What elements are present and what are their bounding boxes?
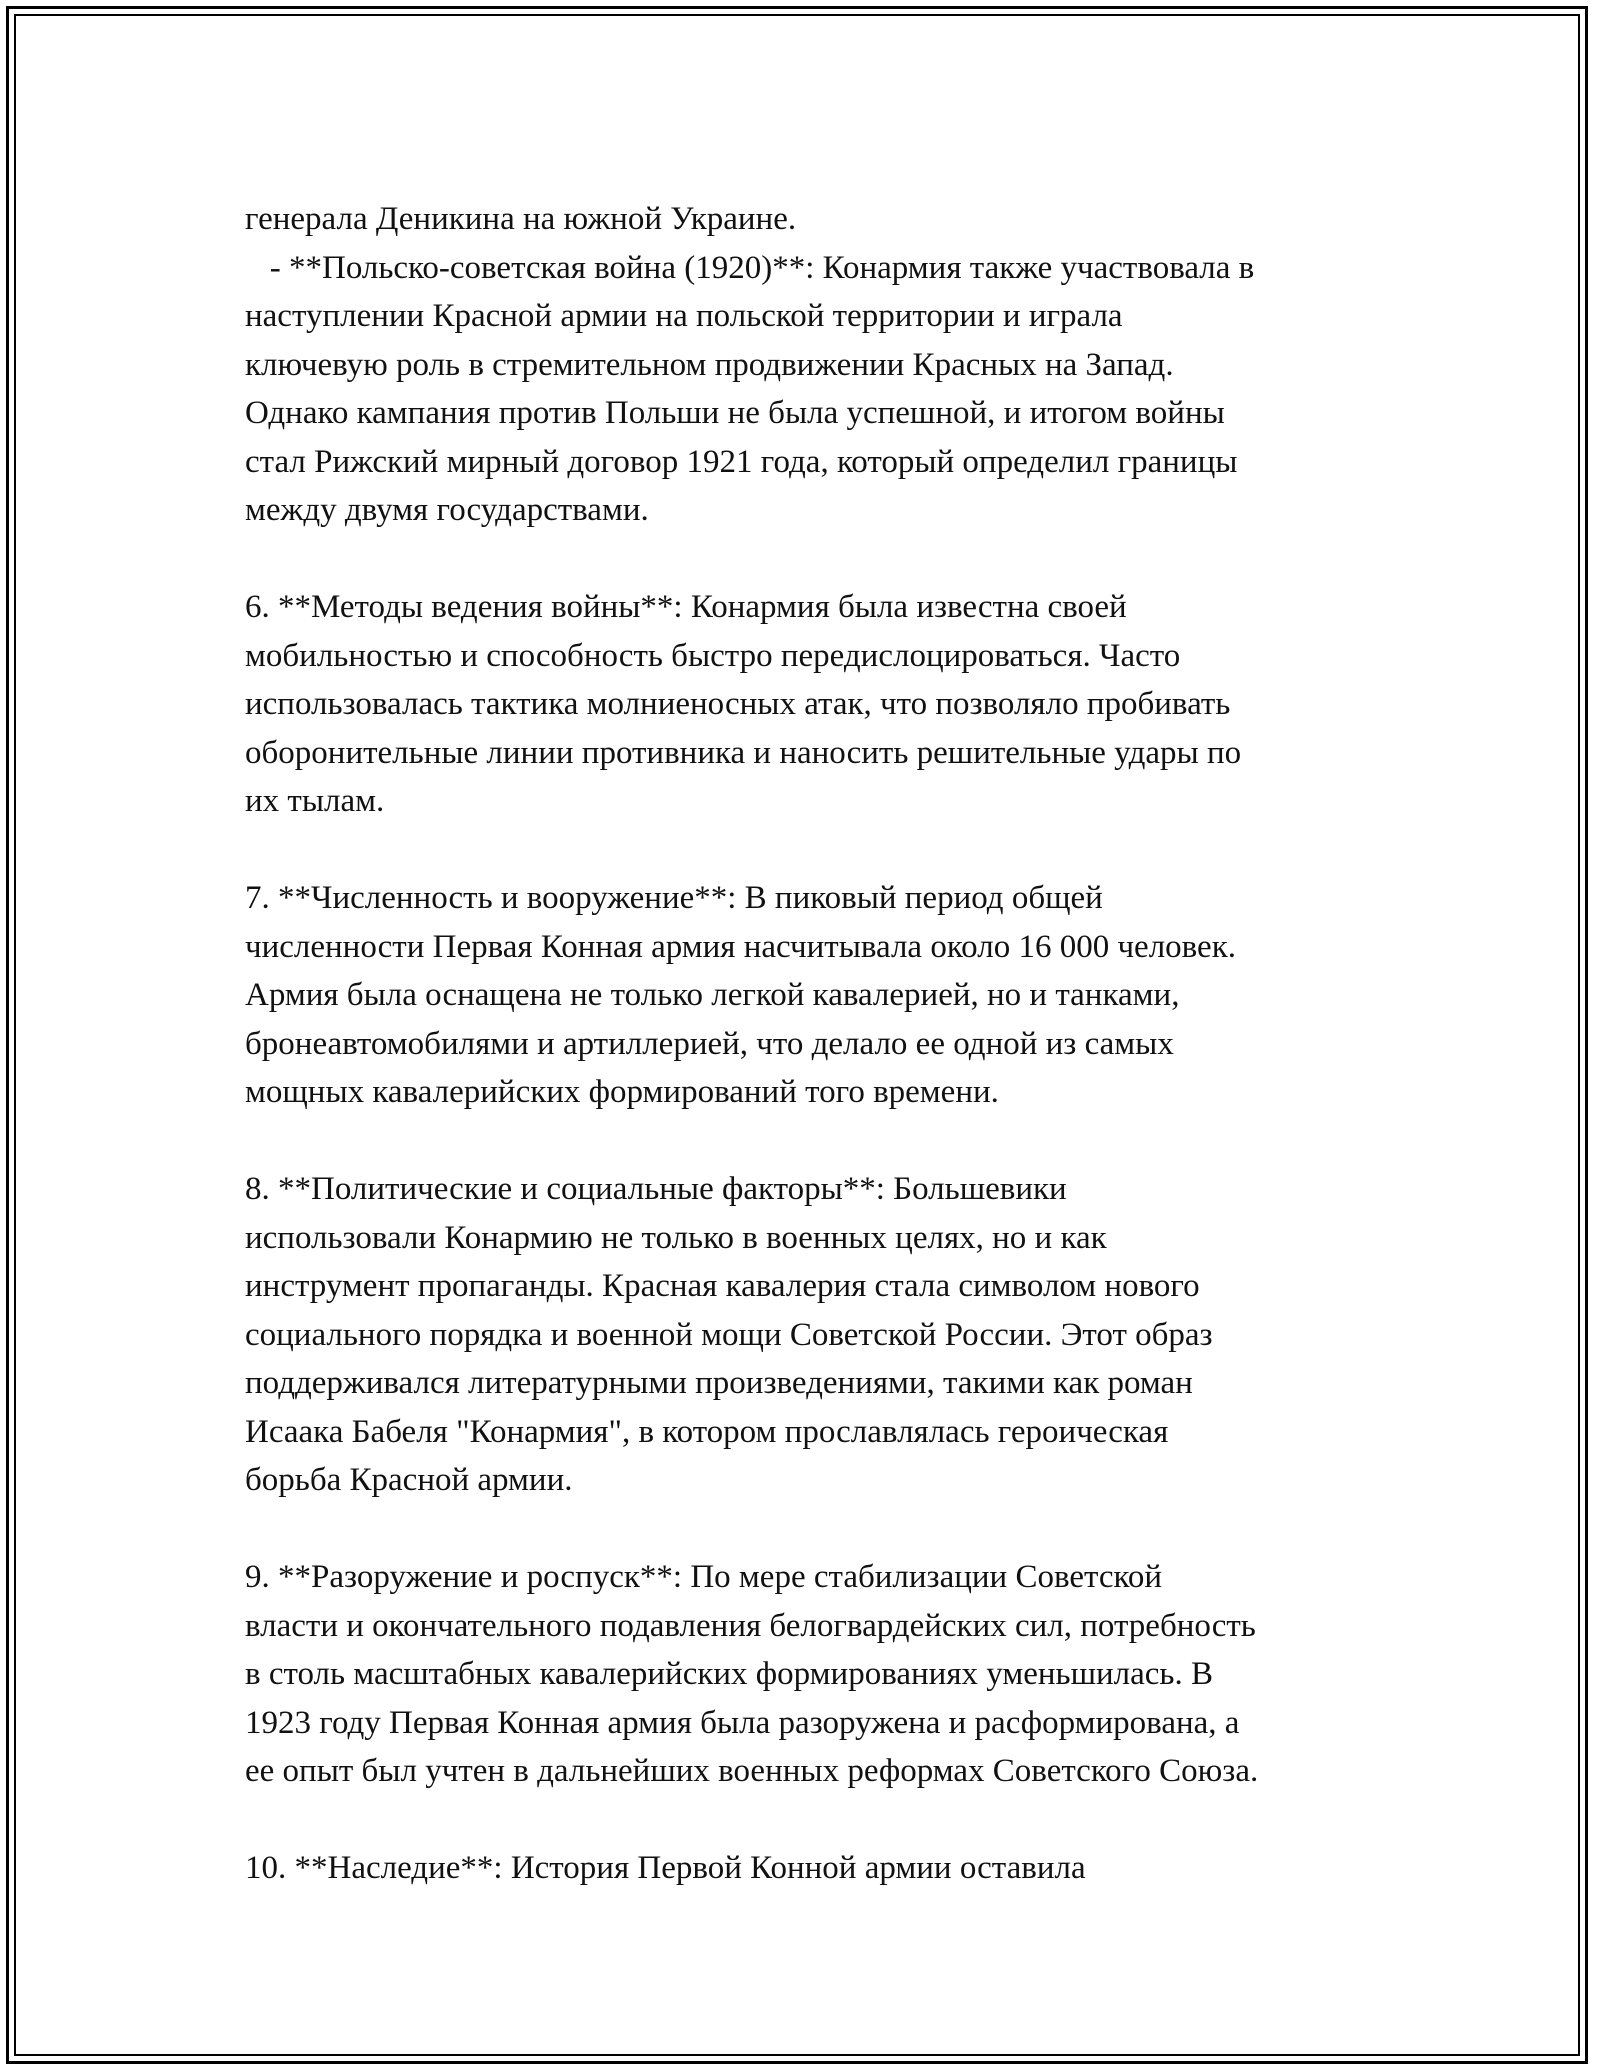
text-line: 7. **Численность и вооружение**: В пиковый период общей (245, 880, 1103, 916)
text-line: в столь масштабных кавалерийских формированиях уменьшилась. В (245, 1656, 1213, 1692)
text-line: наступлении Красной армии на польской территории и играла (245, 298, 1123, 334)
text-line: использовалась тактика молниеносных атак, что позволяло пробивать (245, 686, 1231, 722)
document-page (6, 6, 1588, 2064)
blank-line (245, 1796, 1395, 1845)
text-line: 8. **Политические и социальные факторы**: Большевики (245, 1171, 1067, 1207)
text-line: использовали Конармию не только в военных целях, но и как (245, 1219, 1107, 1256)
text-line: поддерживался литературными произведениями, такими как роман (245, 1365, 1193, 1401)
text-line: 9. **Разоружение и роспуск**: По мере стабилизации Советской (245, 1559, 1162, 1595)
text-line: 6. **Методы ведения войны**: Конармия была известна своей (245, 589, 1127, 625)
text-line: борьба Красной армии. (245, 1462, 573, 1498)
text-line: их тылам. (245, 783, 385, 819)
text-line: инструмент пропаганды. Красная кавалерия стала символом нового (245, 1268, 1200, 1304)
text-line: социального порядка и военной мощи Советской России. Этот образ (245, 1316, 1213, 1353)
blank-line (245, 535, 1395, 584)
text-line: 10. **Наследие**: История Первой Конной армии оставила (245, 1850, 1086, 1886)
text-line: Однако кампания против Польши не была успешной, и итогом войны (245, 395, 1225, 431)
text-line: бронеавтомобилями и артиллерией, что делало ее одной из самых (245, 1025, 1174, 1062)
text-line: ее опыт был учтен в дальнейших военных реформах Советского Союза. (245, 1753, 1259, 1789)
text-line: - **Польско-советская война (1920)**: Конармия также участвовала в (245, 249, 1255, 286)
text-line: оборонительные линии противника и наносить решительные удары по (245, 734, 1242, 771)
text-line: генерала Деникина на южной Украине. (245, 201, 797, 237)
blank-line (245, 1117, 1395, 1166)
blank-line (245, 826, 1395, 875)
text-line: между двумя государствами. (245, 492, 649, 528)
text-line: ключевую роль в стремительном продвижении Красных на Запад. (245, 346, 1174, 383)
text-line: мобильностью и способность быстро передислоцироваться. Часто (245, 637, 1181, 674)
document-body (245, 195, 1395, 1893)
text-line: стал Рижский мирный договор 1921 года, который определил границы (245, 443, 1238, 480)
text-line: власти и окончательного подавления белогвардейских сил, потребность (245, 1607, 1256, 1644)
text-line: численности Первая Конная армия насчитывала около 16 000 человек. (245, 928, 1236, 965)
text-line: мощных кавалерийских формирований того времени. (245, 1074, 999, 1110)
text-line: 1923 году Первая Конная армия была разоружена и расформирована, а (245, 1704, 1240, 1741)
text-line: Исаака Бабеля "Конармия", в котором прославлялась героическая (245, 1413, 1169, 1450)
blank-line (245, 1505, 1395, 1554)
text-line: Армия была оснащена не только легкой кавалерией, но и танками, (245, 977, 1180, 1013)
